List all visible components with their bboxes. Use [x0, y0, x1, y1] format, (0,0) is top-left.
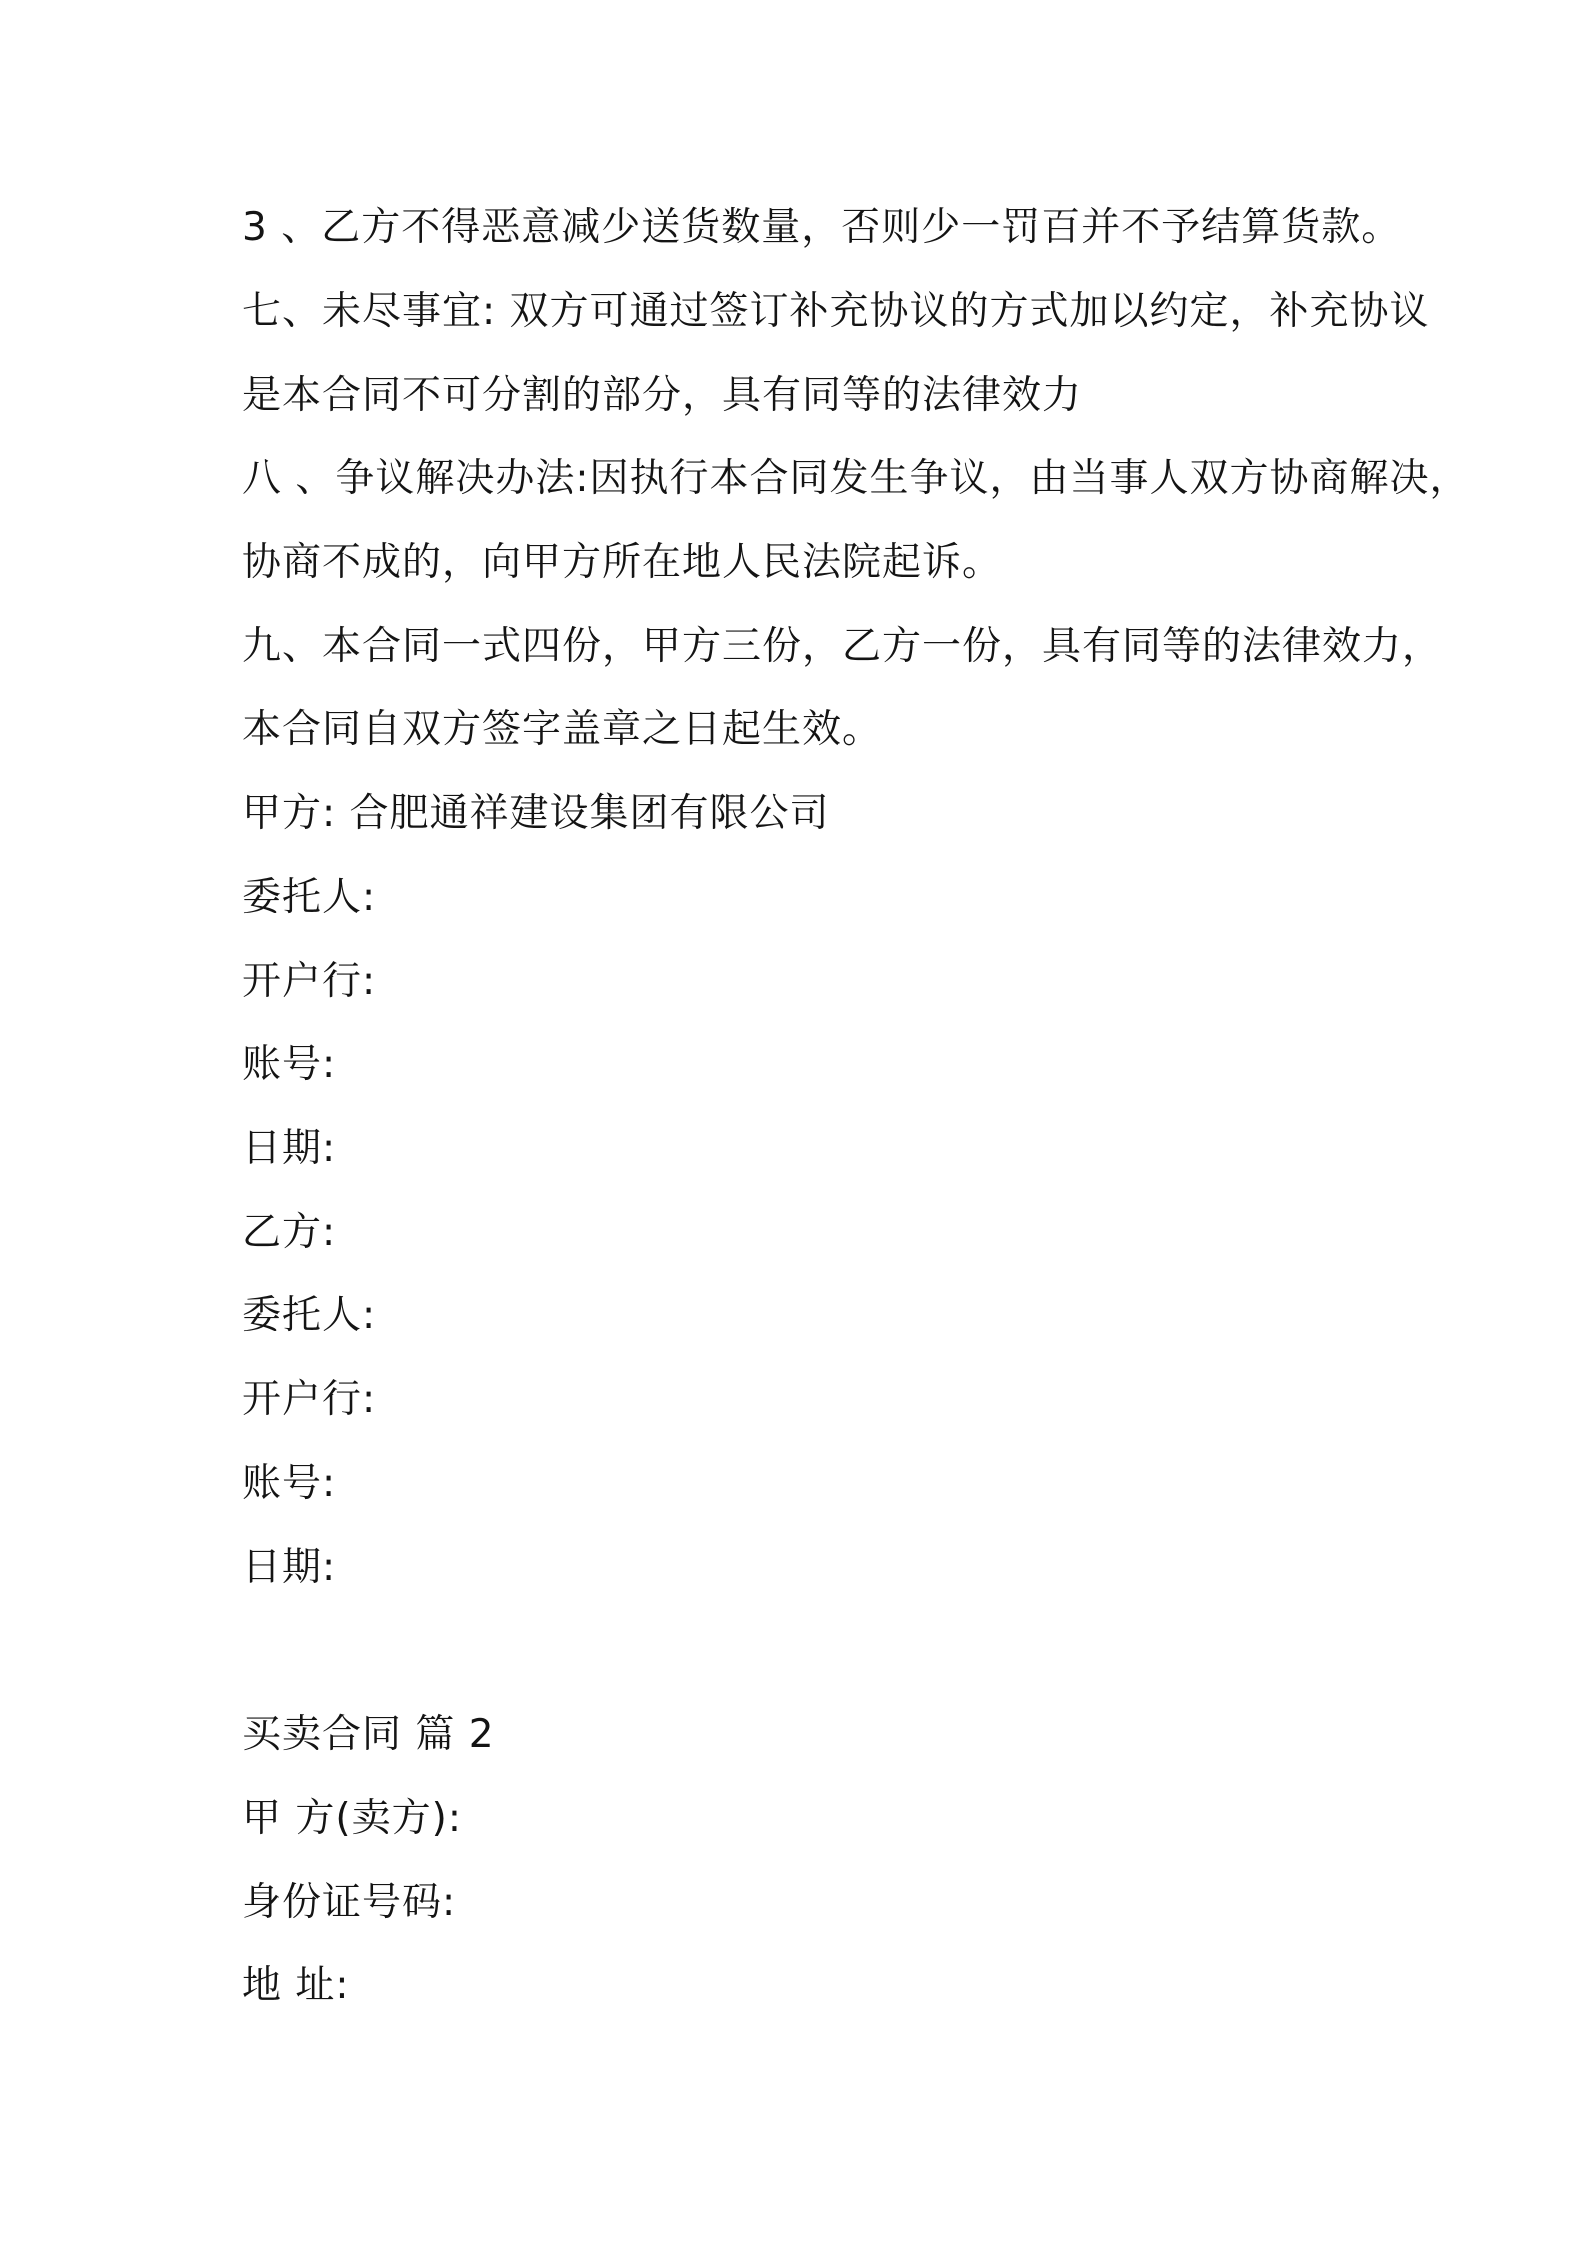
party-b-name-field: 乙方:	[242, 1210, 337, 1255]
clause-7-line-1: 七、未尽事宜: 双方可通过签订补充协议的方式加以约定，补充协议	[242, 289, 1430, 334]
clause-8-line-2: 协商不成的，向甲方所在地人民法院起诉。	[242, 540, 1003, 585]
party-b-bank-field: 开户行:	[242, 1377, 377, 1422]
clause-7-line-2: 是本合同不可分割的部分，具有同等的法律效力	[242, 373, 1083, 418]
clause-9-line-1: 九、本合同一式四份，甲方三份，乙方一份，具有同等的法律效力，	[242, 624, 1443, 669]
seller-field: 甲 方(卖方):	[242, 1796, 462, 1841]
section-heading-contract-2: 买卖合同 篇 2	[242, 1712, 495, 1757]
party-b-agent-field: 委托人:	[242, 1293, 377, 1338]
clause-9-line-2: 本合同自双方签字盖章之日起生效。	[242, 707, 883, 752]
party-b-date-field: 日期:	[242, 1545, 337, 1590]
id-number-field: 身份证号码:	[242, 1880, 457, 1925]
party-a-account-field: 账号:	[242, 1042, 337, 1087]
address-field: 地 址:	[242, 1963, 350, 2008]
clause-3-delivery-quantity: 3 、乙方不得恶意减少送货数量，否则少一罚百并不予结算货款。	[242, 205, 1402, 250]
party-a-agent-field: 委托人:	[242, 875, 377, 920]
party-a-name: 甲方: 合肥通祥建设集团有限公司	[242, 791, 830, 836]
party-b-account-field: 账号:	[242, 1461, 337, 1506]
party-a-date-field: 日期:	[242, 1126, 337, 1171]
party-a-bank-field: 开户行:	[242, 959, 377, 1004]
clause-8-line-1: 八 、争议解决办法:因执行本合同发生争议，由当事人双方协商解决，	[242, 456, 1470, 501]
